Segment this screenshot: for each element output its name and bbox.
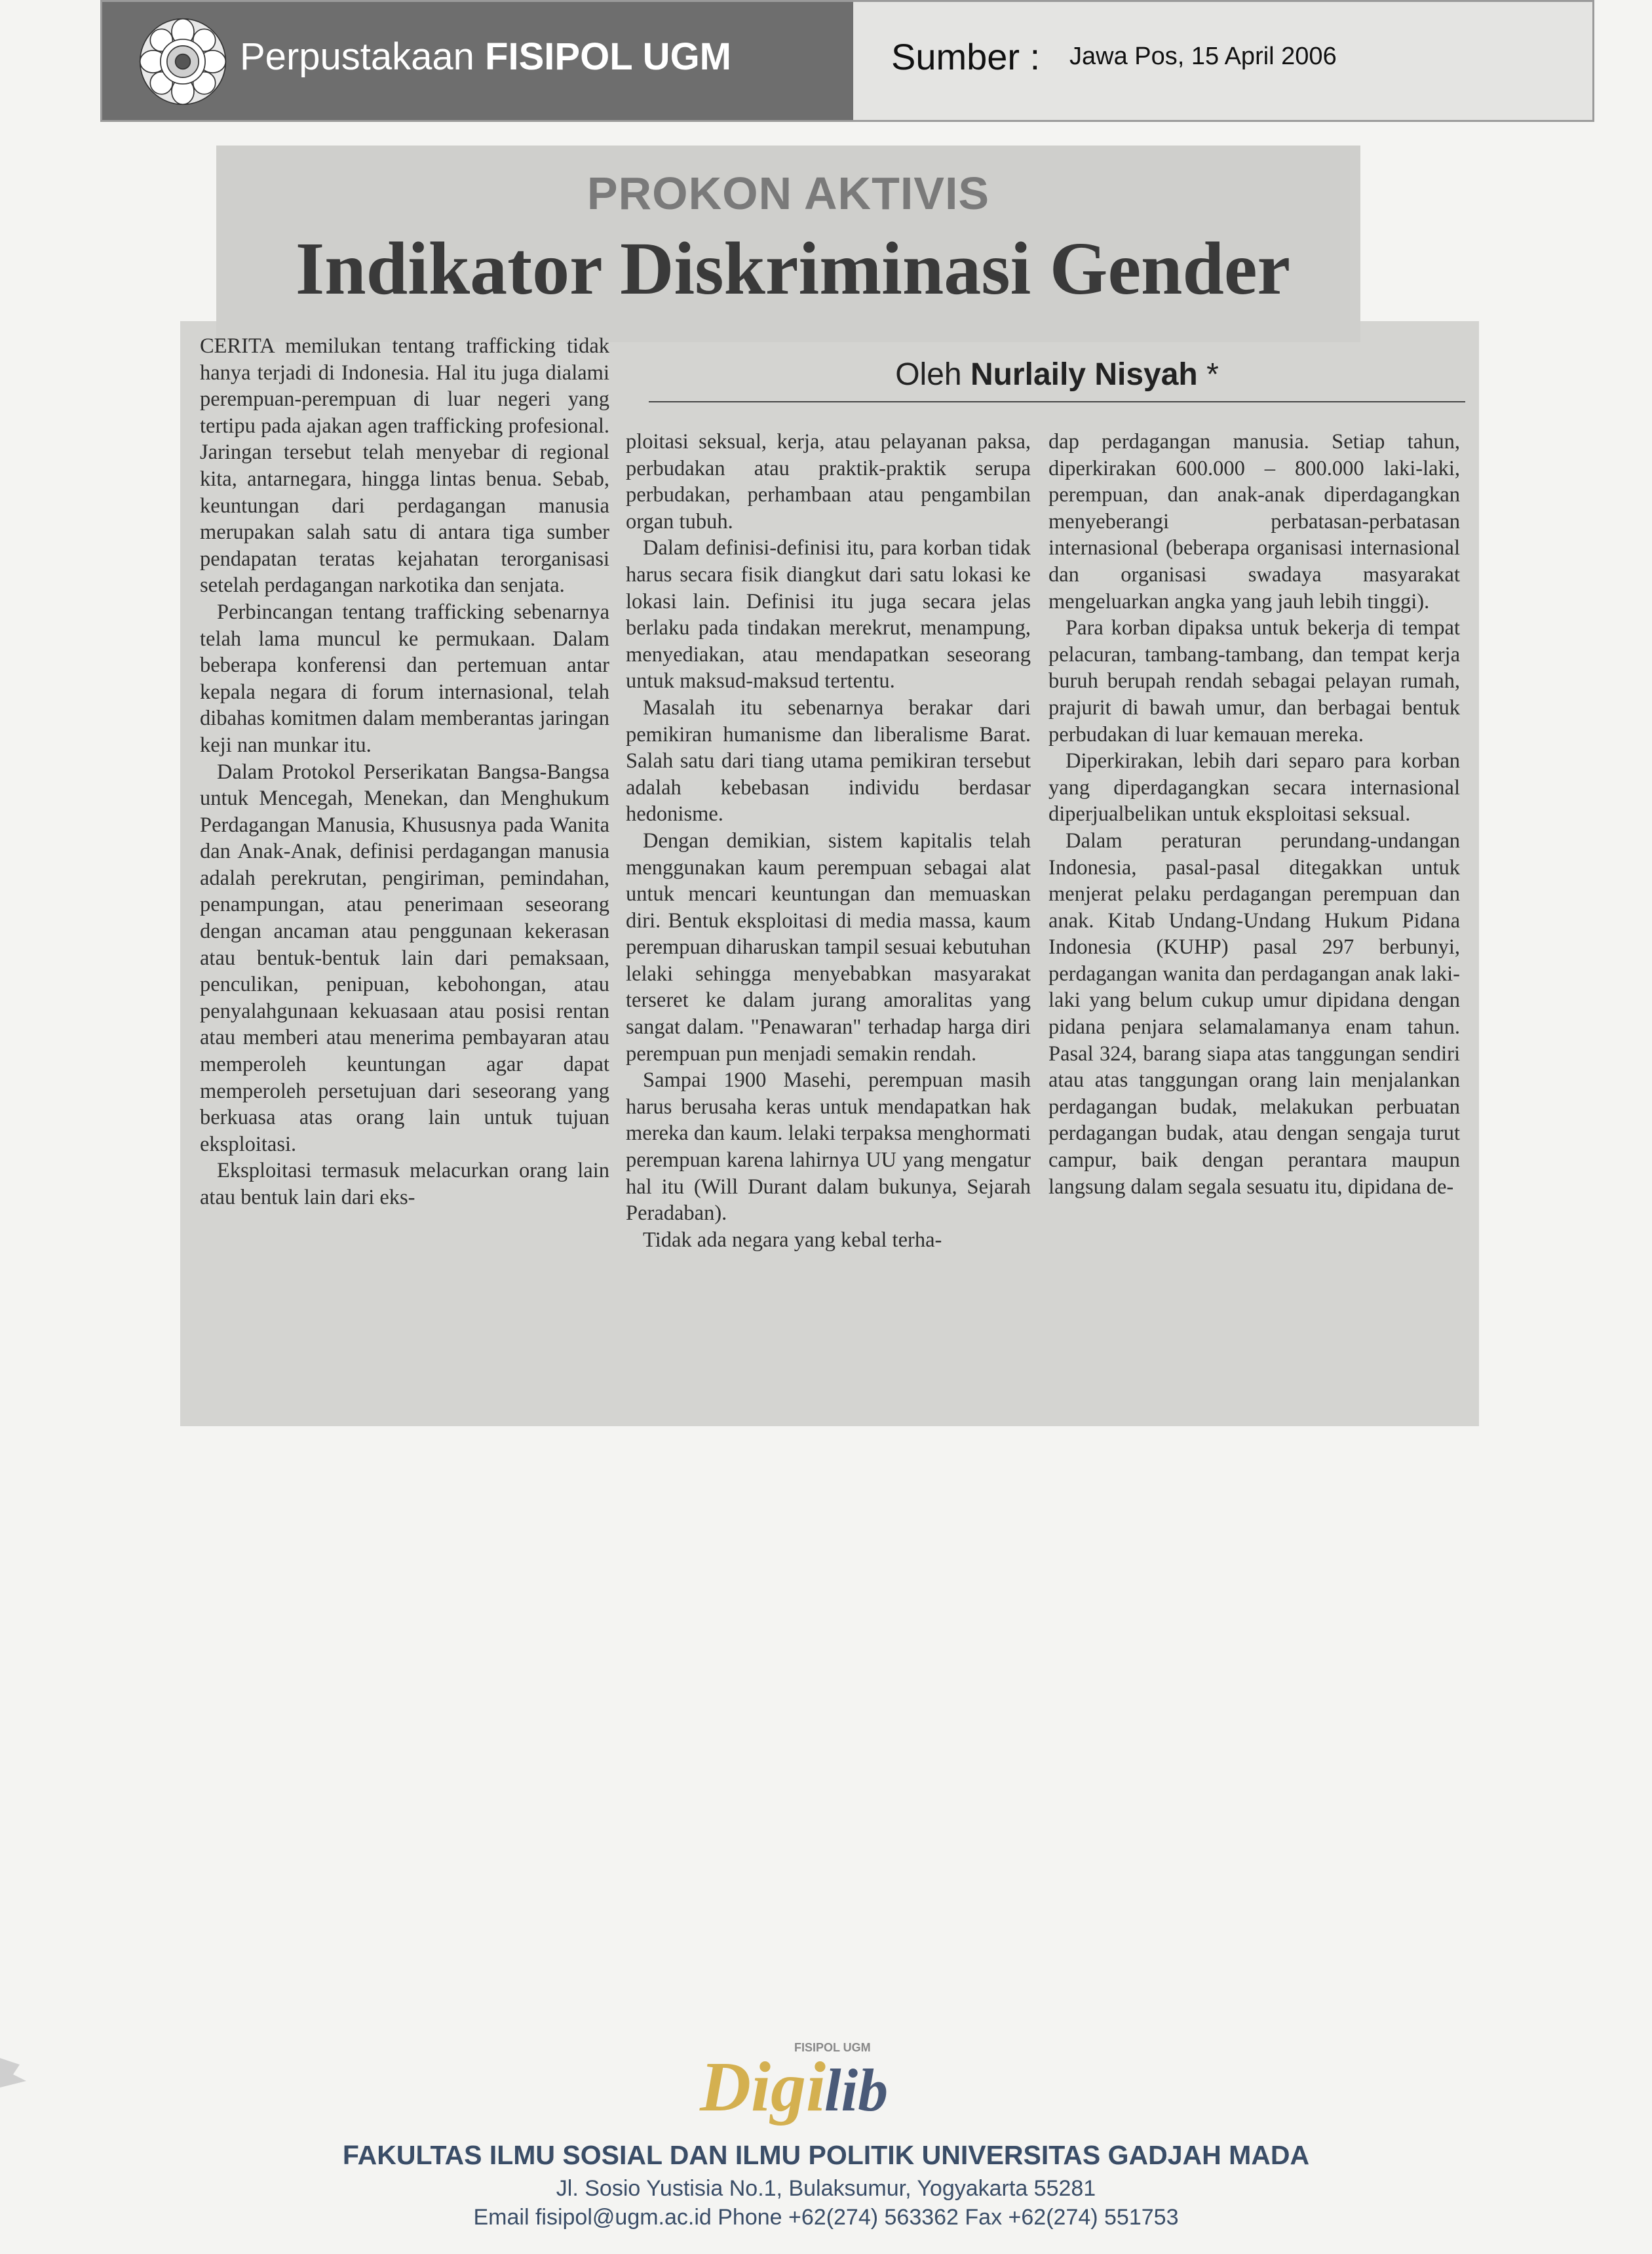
paragraph: Dalam peraturan perundang-undangan Indonesia, pasal-pasal ditegakkan untuk menjerat pelaku perdagangan perempuan dan anak. Kitab Undang-Undang Hukum Pidana Indonesia (KUHP) pasal 297 berbunyi, perdagangan wanita dan perdagangan anak laki-laki yang belum cukup umur dipidana dengan pidana penjara selamalamanya enam tahun. Pasal 324, barang siapa atas tanggungan sendiri atau atas tanggungan orang lain menjalankan perdagangan budak, melakukan perbuatan perdagangan budak, atau dengan sengaja turut campur, baik dengan perantara maupun langsung dalam segala sesuatu itu, dipidana de- [1048, 828, 1460, 1199]
digilib-word-digi: Digi [700, 2048, 826, 2126]
article-column-1 [200, 333, 609, 1211]
digilib-word-lib: lib [824, 2057, 889, 2124]
paragraph: Perbincangan tentang trafficking sebenarnya telah lama muncul ke permukaan. Dalam beberapa konferensi dan pertemuan antar kepala negara di forum internasional, telah dibahas komitmen dalam memberantas jaringan keji nan munkar itu. [200, 600, 609, 757]
article-byline [649, 351, 1465, 399]
paragraph: dap perdagangan manusia. Setiap tahun, diperkirakan 600.000 – 800.000 laki-laki, perempuan, dan anak-anak diperdagangkan menyeberangi perbatasan-perbatasan internasional (beberapa organisasi internasional dan organisasi swadaya masyarakat mengeluarkan angka yang jauh lebih tinggi). [1048, 430, 1460, 613]
paragraph: Para korban dipaksa untuk bekerja di tempat pelacuran, tambang-tambang, dan tempat kerja buruh berupah rendah sebagai pelayan rumah, prajurit di bawah umur, dan berbagai bentuk perbudakan di luar kemauan mereka. [1048, 616, 1460, 747]
digilib-small-label: FISIPOL UGM [794, 2041, 871, 2054]
faculty-address: Jl. Sosio Yustisia No.1, Bulaksumur, Yogyakarta 55281 [556, 2176, 1096, 2201]
source-label: Sumber : [891, 36, 1041, 77]
article-column-2 [626, 429, 1031, 1253]
faculty-name: FAKULTAS ILMU SOSIAL DAN ILMU POLITIK UNIVERSITAS GADJAH MADA [342, 2140, 1310, 2170]
library-name: FISIPOL UGM [485, 35, 731, 78]
paragraph: Sampai 1900 Masehi, perempuan masih harus berusaha keras untuk mendapatkan hak mereka dan kaum. lelaki terpaksa menghormati perempuan karena lahirnya UU yang mengatur hal itu (Will Durant dalam bukunya, Sejarah Peradaban). [626, 1068, 1031, 1226]
library-title [240, 31, 731, 83]
paragraph: Masalah itu sebenarnya berakar dari pemikiran humanisme dan liberalisme Barat. Salah satu dari tiang utama pemikiran tersebut adalah kebebasan individu berdasar hedonisme. [626, 695, 1031, 826]
paragraph: Dengan demikian, sistem kapitalis telah menggunakan kaum perempuan sebagai alat untuk mencari keuntungan dan memuaskan diri. Bentuk eksploitasi di media massa, kaum perempuan diharuskan tampil sesuai kebutuhan lelaki sehingga menyebabkan masyarakat terseret ke dalam jurang amoralitas yang sangat dalam. "Penawaran" terhadap harga diri perempuan pun menjadi semakin rendah. [626, 828, 1031, 1066]
paragraph: Tidak ada negara yang kebal terha- [643, 1228, 942, 1252]
paragraph: Dalam Protokol Perserikatan Bangsa-Bangsa untuk Mencegah, Menekan, dan Menghukum Perdagangan Manusia, Khususnya pada Wanita dan Anak-Anak, definisi perdagangan manusia adalah perekrutan, pengiriman, pemindahan, penampungan, atau penerimaan seseorang dengan ancaman atau penggunaan kekerasan atau bentuk-bentuk lain dari pemaksaan, penculikan, penipuan, kebohongan, atau penyalahgunaan kekuasaan atau posisi rentan atau memberi atau menerima pembayaran atau memperoleh keuntungan agar dapat memperoleh persetujuan dari seseorang yang berkuasa atas orang lain untuk tujuan eksploitasi. [200, 760, 609, 1156]
paragraph: CERITA memilukan tentang trafficking tidak hanya terjadi di Indonesia. Hal itu juga dialami perempuan-perempuan di luar negeri yang tertipu pada ajakan agen trafficking profesional. Jaringan tersebut telah menyebar di regional kita, antarnegara, hingga lintas benua. Sebab, keuntungan dari perdagangan manusia merupakan salah satu di antara tiga sumber pendapatan teratas kejahatan terorganisasi setelah perdagangan narkotika dan senjata. [200, 334, 609, 598]
byline-author: Nurlaily Nisyah [970, 357, 1198, 392]
scan-smudge [0, 2051, 39, 2091]
article-headline: Indikator Diskriminasi Gender [295, 227, 1291, 310]
byline-suffix: * [1206, 357, 1219, 392]
source-value: Jawa Pos, 15 April 2006 [1069, 43, 1337, 70]
library-prefix: Perpustakaan [240, 35, 474, 78]
byline-divider [649, 401, 1465, 402]
digilib-logo [696, 2037, 932, 2135]
archive-header [100, 0, 1594, 122]
byline-prefix: Oleh [895, 357, 962, 392]
clipping-headline-strip [216, 146, 1360, 342]
article-kicker: PROKON AKTIVIS [586, 168, 990, 219]
ugm-seal-icon [136, 15, 229, 108]
library-banner [102, 2, 853, 120]
paragraph: Dalam definisi-definisi itu, para korban tidak harus secara fisik diangkut dari satu lokasi ke lokasi lain. Definisi itu juga secara jelas berlaku pada tindakan merekrut, menampung, menyediakan, atau mendapatkan seseorang untuk maksud-maksud tertentu. [626, 536, 1031, 693]
faculty-contact: Email fisipol@ugm.ac.id Phone +62(274) 563362 Fax +62(274) 551753 [473, 2205, 1179, 2230]
article-column-3 [1048, 429, 1460, 1200]
paragraph: Eksploitasi termasuk melacurkan orang lain atau bentuk lain dari eks- [200, 1159, 609, 1209]
paragraph: ploitasi seksual, kerja, atau pelayanan paksa, perbudakan atau praktik-praktik serupa perbudakan, perhambaan atau pengambilan organ tubuh. [626, 430, 1031, 534]
paragraph: Diperkirakan, lebih dari separo para korban yang diperdagangkan secara internasional diperjualbelikan untuk eksploitasi seksual. [1048, 749, 1460, 826]
